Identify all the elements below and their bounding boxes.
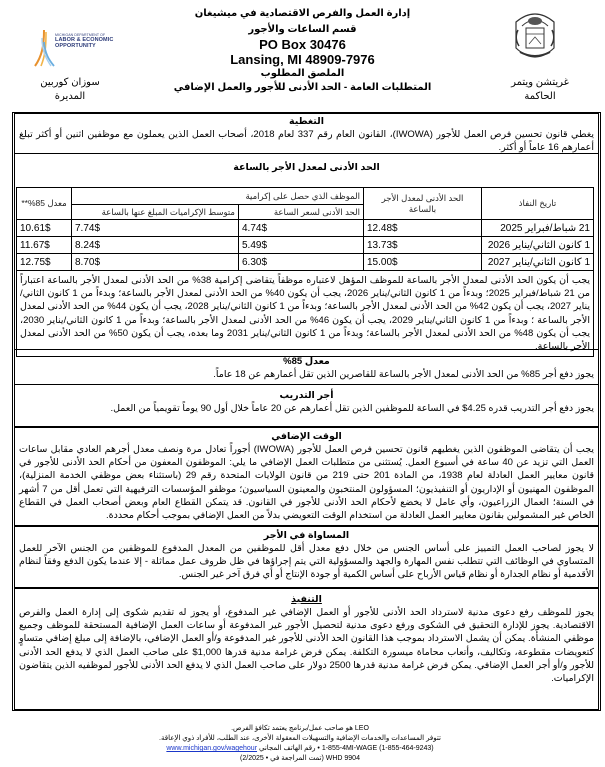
michigan-seal-icon: [510, 8, 560, 64]
tipped-wage-note: يجب أن يكون الحد الأدنى لمعدل الأجر بالساعة للموظف المؤهل لاعتباره موظفاً يتقاضى إكرامية 38% من الحد الأدنى لمعدل الأجر بالساعة اعتباراً من 21 شباط/فبراير 2025؛ وبدءاً من 1 كانون الثاني/يناير 2026، يجب أن يكون 40% من الحد الأدنى لمعدل الأجر بالساعة؛ وبدءاً من 1 كانون الثاني/يناير 2027، يجب أن يكون 42% من الحد الأدنى لمعدل الأجر بالساعة؛ وبدءاً من 1 كانون الثاني/يناير 2028، يجب أن يكون 44% من الحد الأدنى لمعدل الأجر بالساعة ؛ وبدءاً من 1 كانون الثاني/يناير 2029، يجب أن يكون 46% من الحد الأدنى لمعدل الأجر بالساعة؛ وبدءاً من 1 كانون الثاني/يناير 2030، يجب أن يكون 48% من الحد الأدنى لمعدل الأجر بالساعة؛ وبدءاً من 1 كانون الثاني/يناير 2031 وما بعده، يجب أن يكون 50% من الحد الأدنى لمعدل الأجر بالساعة.: [17, 271, 594, 357]
table-row: [17, 254, 594, 271]
governor-name: غريتشن ويتمر: [511, 77, 569, 88]
rate-85-title: معدل 85%: [283, 356, 330, 367]
overtime-section: [15, 428, 598, 527]
rate-85-body: يجوز دفع أجر 85% من الحد الأدنى لمعدل الأجر بالساعة للقاصرين الذين تقل أعمارهم عن 18 عاماً.: [213, 369, 594, 380]
director-name: سوزان كوربين: [40, 77, 100, 88]
equal-pay-title: المساواة في الأجر: [263, 530, 350, 541]
header-center: [160, 8, 445, 95]
cell-min-hourly: 12.48$: [364, 220, 482, 237]
governor-title: الحاكمة: [524, 91, 556, 102]
poster-content-box: [12, 112, 601, 711]
footer-phone-label: • رقم الهاتف المجاني: [259, 745, 320, 752]
cell-min-hourly: 13.73$: [364, 237, 482, 254]
coverage-section: [15, 114, 598, 154]
division-name: قسم الساعات والأجور: [248, 23, 357, 35]
cell-tipped-min: 4.74$: [239, 220, 364, 237]
training-wage-title: أجر التدريب: [279, 390, 334, 401]
cell-date: 1 كانون الثاني/يناير 2026: [482, 237, 594, 254]
table-row: [17, 220, 594, 237]
footer-contact-line: [100, 744, 500, 754]
city-address: Lansing, MI 48909-7976: [230, 51, 375, 67]
overtime-title: الوقت الإضافي: [271, 431, 342, 442]
page-footer: [100, 724, 500, 764]
cell-tips-avg: 8.24$: [72, 237, 239, 254]
equal-pay-section: [15, 527, 598, 589]
department-name: إدارة العمل والفرص الاقتصادية في ميشيغان: [194, 8, 411, 19]
enforcement-section: [15, 589, 598, 709]
cell-85-rate: 11.67$: [17, 237, 72, 254]
director-title: المديرة: [54, 91, 86, 102]
rate-85-section: [15, 350, 598, 385]
table-row: [17, 237, 594, 254]
header-tipped-employee: الموظف الذي حصل على إكرامية: [72, 188, 364, 205]
header-min-hourly: الحد الأدنى لمعدل الأجر بالساعة: [364, 188, 482, 220]
footer-phone: 1-855-4MI-WAGE (1-855-464-9243): [321, 745, 434, 752]
training-wage-body: يجوز دفع أجر التدريب قدره 4.25$ في الساعة للموظفين الذين تقل أعمارهم عن 20 عاماً خلال أول 90 يوماً تقويمياً من العمل.: [110, 403, 594, 414]
footer-eoe-statement: LEO هو صاحب عمل/برنامج يعتمد تكافؤ الفرص.: [231, 725, 369, 732]
document-subtitle: المتطلبات العامة - الحد الأدنى للأجور والعمل الإضافي: [173, 82, 432, 94]
header-tips-avg: متوسط الإكراميات المبلغ عنها بالساعة: [72, 205, 239, 220]
equal-pay-body: لا يجوز لصاحب العمل التمييز على أساس الجنس من خلال دفع معدل أقل للموظفين من المعدل المدفوع للموظفين من الجنس الآخر للعمل المتساوي في الوظائف التي تتطلب نفس المهارة والجهد والمسؤولية التي يتم إجراؤها في ظل ظروف عمل مماثلة - إلا عندما يكون الدفع وفقاً لنظام الأقدمية أو نظام الجدارة أو نظام قياس الأرباح على أساس الكمية أو جودة الإنتاج أو أي فرق آخر غير الجنس.: [19, 543, 594, 581]
cell-85-rate: 12.75$: [17, 254, 72, 271]
poster-label: الملصق المطلوب: [260, 67, 345, 79]
minimum-wage-table: [16, 187, 594, 357]
cell-tips-avg: 7.74$: [72, 220, 239, 237]
logo-line-3: OPPORTUNITY: [55, 43, 96, 50]
logo-line-2: LABOR & ECONOMIC: [55, 37, 114, 44]
cell-date: 1 كانون الثاني/يناير 2027: [482, 254, 594, 271]
cell-tipped-min: 6.30$: [239, 254, 364, 271]
leo-logo-text: [55, 33, 113, 50]
coverage-body: يغطي قانون تحسين فرص العمل للأجور (IWOWA)، القانون العام رقم 337 لعام 2018، أصحاب العمل الذين يعملون مع موظفين اثنين أو أكثر تبلغ أعمارهم 16 عاماً أو أكثر.: [19, 129, 594, 154]
cell-tips-avg: 8.70$: [72, 254, 239, 271]
po-box: PO Box 30476: [259, 37, 346, 52]
header-effective-date: تاريخ النفاذ: [482, 188, 594, 220]
footer-accessibility-statement: تتوفر المساعدات والخدمات الإضافية والتسهيلات المعقولة الأخرى، عند الطلب، للأفراد ذوي الإعاقة.: [159, 735, 441, 742]
minimum-wage-title: الحد الأدنى لمعدل الأجر بالساعة: [233, 162, 380, 173]
cell-date: 21 شباط/فبراير 2025: [482, 220, 594, 237]
footer-form-number: WHD 9904 (تمت المراجعة في • 2/2025): [240, 755, 360, 762]
cell-min-hourly: 15.00$: [364, 254, 482, 271]
cell-85-rate: 10.61$: [17, 220, 72, 237]
cell-tipped-min: 5.49$: [239, 237, 364, 254]
page-header: [0, 0, 605, 112]
coverage-title: التغطية: [289, 116, 324, 127]
wagehour-link[interactable]: www.michigan.gov/wagehour: [166, 745, 258, 752]
leo-logo-icon: [33, 28, 55, 68]
minimum-wage-section: [15, 154, 598, 353]
header-85-rate: معدل 85%**: [17, 188, 72, 220]
director-block: [20, 76, 120, 104]
governor-block: [495, 76, 585, 104]
logo-line-1: MICHIGAN DEPARTMENT OF: [55, 33, 106, 37]
enforcement-body: يجوز للموظف رفع دعوى مدنية لاسترداد الحد الأدنى للأجور أو العمل الإضافي غير المدفوع، أو يجوز له تقديم شكوى إلى إدارة العمل والفرص الاقتصادية. يجوز للإدارة التحقيق في الشكوى ورفع دعوى مدنية لتحصيل الأجور غير المدفوعة أو ساعات العمل الإضافية المستحقة للموظف وجميع موظفي المنشأة. يمكن أن يشمل الاسترداد بموجب هذا القانون الحد الأدنى للأجور غير المدفوعة و/أو العمل الإضافي، بالإضافة إلى مبلغ إضافي متساوٍ كتعويضات مقطوعة، وتكاليف، وأتعاب محاماة ميسورة التكلفة. يمكن فرض غرامة مدنية قدرها 1,000$ على صاحب العمل الذي لا يدفع الحد الأدنى للأجور و/أو أجر العمل الإضافي. يمكن فرض غرامة مدنية قدرها 2500 دولار على صاحب العمل الذي لا يدفع الحد الأدنى للأجور لموظفيه الذين يتقاضون الإكراميات.: [19, 607, 595, 685]
overtime-body: يجب أن يتقاضى الموظفون الذين يغطيهم قانون تحسين فرص العمل للأجور (IWOWA) أجوراً تعادل مرة ونصف معدل أجرهم العادي مقابل ساعات العمل التي تزيد عن 40 ساعة في أسبوع العمل. يُستثنى من متطلبات العمل الإضافي ما يلي: الموظفون المعفون من أحكام الحد الأدنى للأجور في قانون معايير العمل العادلة لعام 1938، من المادة 201 حتى 219 من قانون الولايات المتحدة رقم 29 (باستثناء بعض موظفي الخدمة المنزلية)، الموظفون المهنيون أو الإداريون أو التنفيذيون؛ المسؤولون المنتخبون والمعينون السياسيون؛ موظفو المؤسسات الترفيهية التي تعمل أقل من 7 أشهر في السنة؛ العمال الزراعيون، وأي عامل لا يخضع لأحكام الحد الأدنى للأجور في القانون. قد يتمكن القطاع العام وبعض أصحاب العمل في القطاع الخاص غير المشمولين بقانون معايير العمل العادلة من استخدام الوقت التعويضي بدلاً من العمل الإضافي بموجب أحكام محددة.: [19, 444, 595, 522]
header-tipped-min: الحد الأدنى لسعر الساعة: [239, 205, 364, 220]
training-wage-section: [15, 385, 598, 428]
enforcement-title: التنفيذ: [291, 594, 322, 605]
